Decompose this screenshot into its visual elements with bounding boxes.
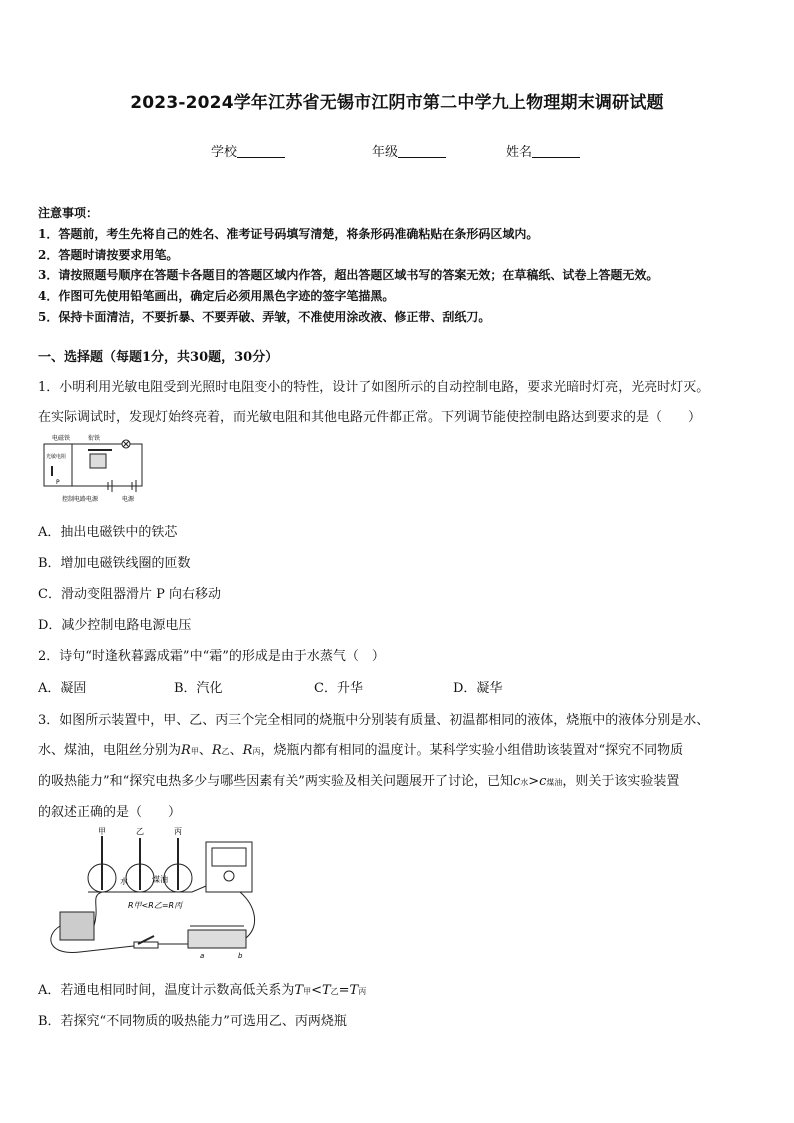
- notice-heading: 注意事项：: [38, 206, 99, 220]
- fig-label-relation: R甲<R乙=R丙: [128, 901, 183, 910]
- notice-item: 5．保持卡面清洁，不要折暴、不要弄破、弄皱，不准使用涂改液、修正带、刮纸刀。: [38, 309, 491, 324]
- q3-stem-line3: 的吸热能力”和“探究电热多少与哪些因素有关”两实验及相关问题展开了讨论，已知c水>c煤油，则关于该实验装置: [38, 774, 680, 789]
- fig-label-water: 水: [120, 877, 128, 886]
- fig-label-jia: 甲: [98, 827, 106, 836]
- q3-apparatus-figure: [40, 826, 270, 968]
- q3-option-b[interactable]: B．若探究“不同物质的吸热能力”可选用乙、丙两烧瓶: [38, 1014, 347, 1029]
- q1-option-d[interactable]: D．减少控制电路电源电压: [38, 618, 192, 633]
- q1-option-b[interactable]: B．增加电磁铁线圈的匝数: [38, 556, 191, 571]
- q3-stem-line4: 的叙述正确的是（ ）: [38, 805, 182, 820]
- q2-option-a[interactable]: A．凝固: [38, 681, 87, 696]
- name-blank: [532, 144, 580, 158]
- q3-stem-line1: 3．如图所示装置中，甲、乙、丙三个完全相同的烧瓶中分别装有质量、初温都相同的液体，烧瓶中的液体分别是水、: [38, 713, 710, 728]
- notice-block: [38, 203, 758, 328]
- q3-option-a[interactable]: A．若通电相同时间，温度计示数高低关系为T甲<T乙=T丙: [38, 983, 367, 998]
- notice-item: 1．答题前，考生先将自己的姓名、准考证号码填写清楚，将条形码准确粘贴在条形码区域内。: [38, 226, 539, 241]
- notice-item: 4．作图可先使用铅笔画出，确定后必须用黑色字迹的签字笔描黑。: [38, 289, 395, 304]
- q2-option-b[interactable]: B．汽化: [174, 681, 223, 696]
- fig-label-a: a: [200, 952, 205, 960]
- q1-option-c[interactable]: C．滑动变阻器滑片 P 向右移动: [38, 587, 221, 602]
- notice-item: 3．请按照题号顺序在答题卡各题目的答题区域内作答，超出答题区域书写的答案无效；在草稿纸、试卷上答题无效。: [38, 268, 659, 283]
- fig-label-armature: 衔铁: [88, 435, 101, 442]
- q1-stem-line1: 1．小明利用光敏电阻受到光照时电阻变小的特性，设计了如图所示的自动控制电路，要求光暗时灯亮，光亮时灯灭。: [38, 380, 710, 395]
- q2-stem: 2．诗句“时逢秋暮露成霜”中“霜”的形成是由于水蒸气（ ）: [38, 649, 385, 664]
- grade-blank: [398, 144, 446, 158]
- school-field: [211, 141, 285, 160]
- fig-label-bing: 丙: [174, 827, 182, 836]
- q1-option-a[interactable]: A．抽出电磁铁中的铁芯: [38, 525, 178, 540]
- name-label: 姓名: [506, 145, 533, 160]
- fig-label-yi: 乙: [136, 827, 144, 836]
- fig-label-b: b: [238, 952, 243, 960]
- fig-label-source: 电源: [122, 496, 135, 503]
- fig-label-electromagnet: 电磁铁: [52, 435, 71, 442]
- page-title: 2023-2024学年江苏省无锡市江阴市第二中学九上物理期末调研试题: [130, 93, 664, 113]
- school-label: 学校: [211, 145, 238, 160]
- grade-field: [372, 141, 446, 160]
- notice-item: 2．答题时请按要求用笔。: [38, 247, 179, 262]
- q1-circuit-figure: [38, 432, 148, 504]
- section-heading: 一、选择题（每题1分，共30题，30分）: [38, 350, 279, 365]
- fig-label-photoresistor: 光敏电阻: [46, 454, 67, 460]
- name-field: [506, 141, 580, 160]
- school-blank: [237, 144, 285, 158]
- fig-label-oil: 煤油: [152, 875, 168, 884]
- q3-stem-line2: 水、煤油，电阻丝分别为R甲、R乙、R丙，烧瓶内都有相同的温度计。某科学实验小组借助该装置对“探究不同物质: [38, 743, 684, 758]
- grade-label: 年级: [372, 145, 399, 160]
- q1-stem-line2: 在实际调试时，发现灯始终亮着，而光敏电阻和其他电路元件都正常。下列调节能使控制电路达到要求的是（ ）: [38, 410, 702, 425]
- q2-option-d[interactable]: D．凝华: [453, 681, 503, 696]
- fig-label-slider: P: [56, 479, 60, 486]
- fig-label-control-source: 控制电路电源: [62, 496, 99, 503]
- q2-option-c[interactable]: C．升华: [314, 681, 363, 696]
